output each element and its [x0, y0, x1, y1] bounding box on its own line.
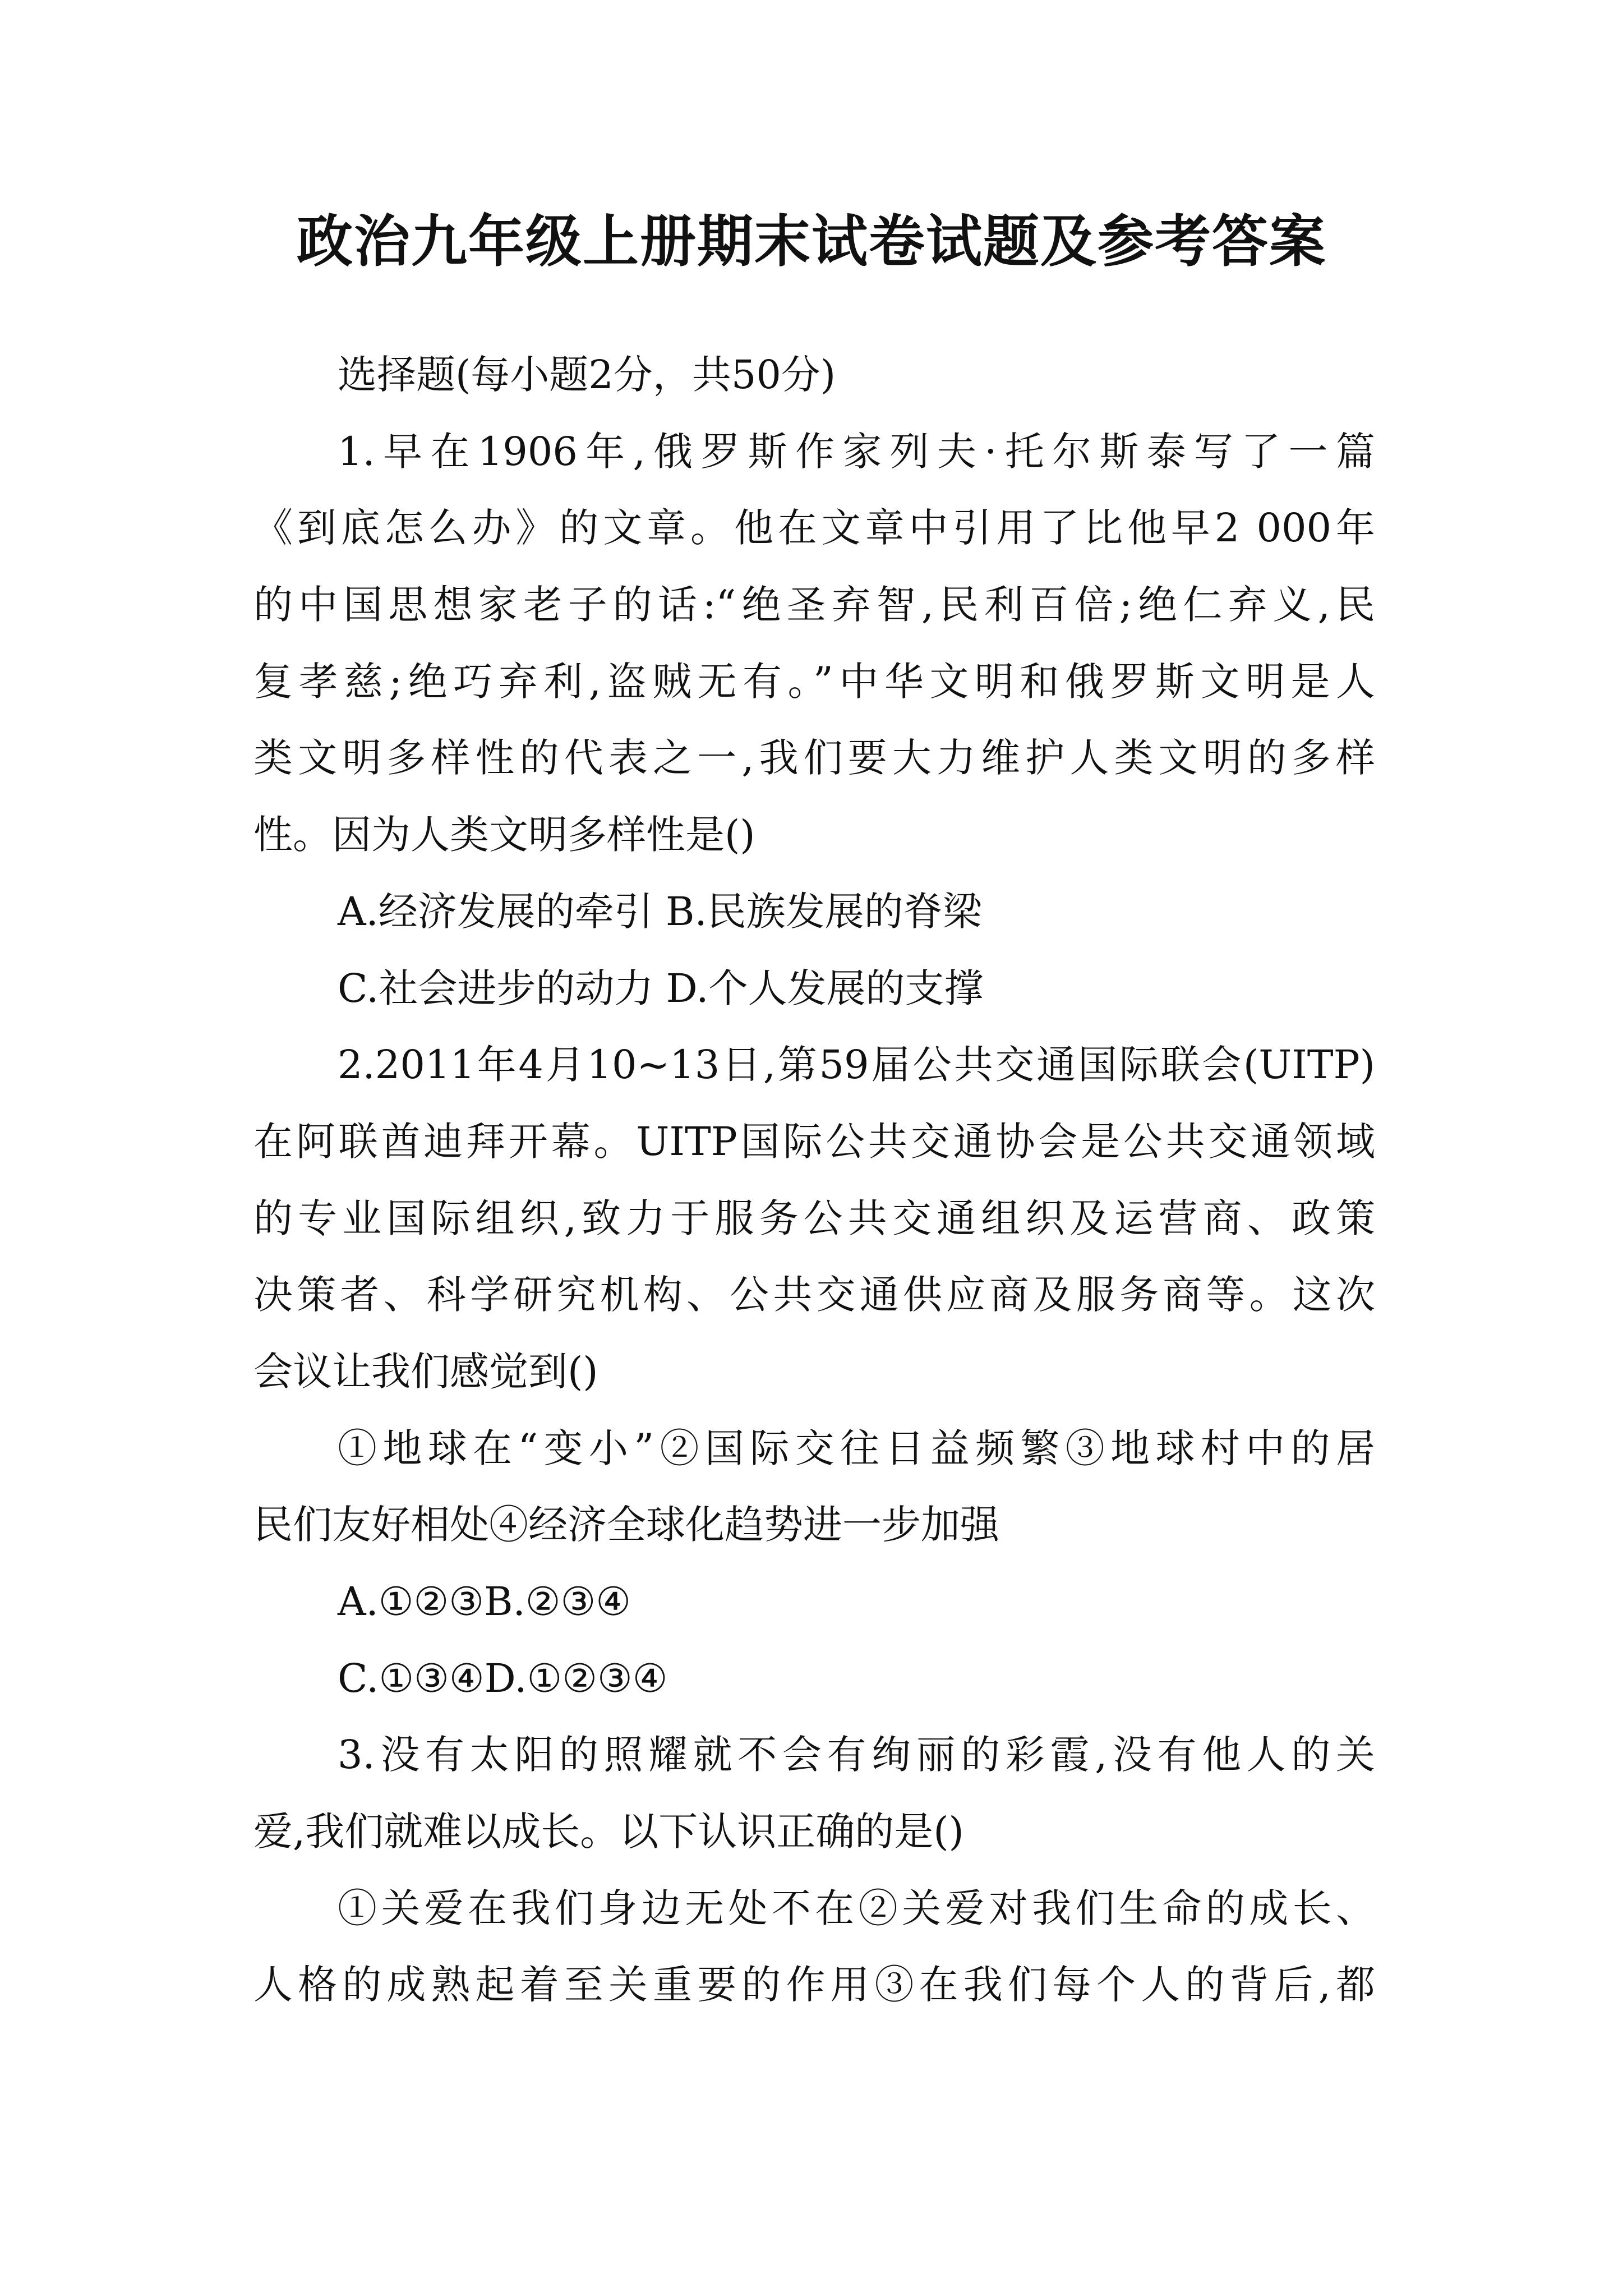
question-3-statements-line-1: ①关爱在我们身边无处不在②关爱对我们生命的成长、 — [338, 1885, 1375, 1931]
question-1-line-4: 复孝慈;绝巧弃利,盗贼无有。”中华文明和俄罗斯文明是人 — [253, 658, 1375, 705]
question-1-line-6: 性。因为人类文明多样性是() — [253, 812, 755, 858]
question-2-line-4: 决策者、科学研究机构、公共交通供应商及服务商等。这次 — [253, 1272, 1375, 1318]
question-2-line-1: 2.2011年4月10~13日,第59届公共交通国际联会(UITP) — [338, 1042, 1375, 1088]
question-2-statements-line-2: 民们友好相处④经济全球化趋势进一步加强 — [253, 1502, 999, 1548]
question-3-line-1: 3.没有太阳的照耀就不会有绚丽的彩霞,没有他人的关 — [338, 1732, 1375, 1778]
question-1-line-2: 《到底怎么办》的文章。他在文章中引用了比他早2 000年 — [253, 505, 1375, 551]
question-3-line-2: 爱,我们就难以成长。以下认识正确的是() — [253, 1809, 964, 1855]
page-title: 政治九年级上册期末试卷试题及参考答案 — [297, 208, 1326, 274]
question-2-line-5: 会议让我们感觉到() — [253, 1348, 598, 1395]
question-2-line-2: 在阿联酋迪拜开幕。UITP国际公共交通协会是公共交通领域 — [253, 1118, 1375, 1165]
question-1-line-3: 的中国思想家老子的话:“绝圣弃智,民利百倍;绝仁弃义,民 — [253, 582, 1375, 628]
question-1-options-cd: C.社会进步的动力 D.个人发展的支撑 — [338, 965, 984, 1011]
question-2-line-3: 的专业国际组织,致力于服务公共交通组织及运营商、政策 — [253, 1195, 1375, 1241]
question-3-statements-line-2: 人格的成熟起着至关重要的作用③在我们每个人的背后,都 — [253, 1962, 1375, 2008]
question-2-options-cd: C.①③④D.①②③④ — [338, 1655, 668, 1701]
question-2-options-ab: A.①②③B.②③④ — [338, 1579, 631, 1625]
section-heading: 选择题(每小题2分，共50分) — [338, 352, 836, 398]
question-1-line-1: 1.早在1906年,俄罗斯作家列夫·托尔斯泰写了一篇 — [338, 428, 1375, 475]
question-1-options-ab: A.经济发展的牵引 B.民族发展的脊梁 — [338, 888, 982, 935]
question-2-statements-line-1: ①地球在“变小”②国际交往日益频繁③地球村中的居 — [338, 1425, 1375, 1471]
question-1-line-5: 类文明多样性的代表之一,我们要大力维护人类文明的多样 — [253, 735, 1375, 781]
document-body — [253, 337, 1375, 2023]
